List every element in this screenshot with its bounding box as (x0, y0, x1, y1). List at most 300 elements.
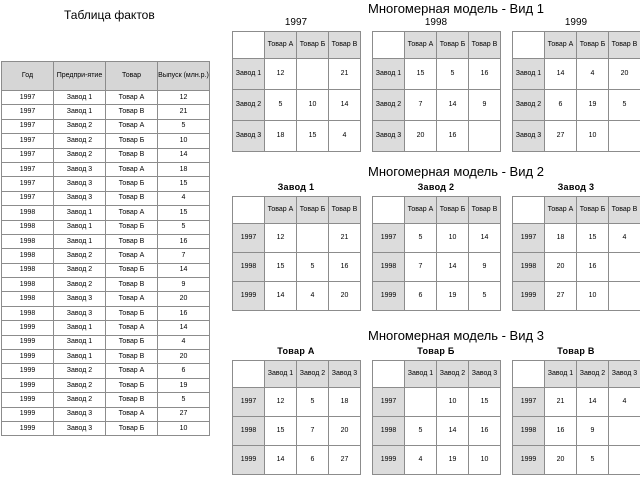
cube-cell: 16 (329, 253, 361, 282)
fact-cell: Товар Б (106, 335, 158, 349)
cube-col-header: Завод 3 (609, 361, 640, 388)
cube-cell: 10 (469, 446, 501, 475)
cube-header-row (233, 32, 361, 59)
fact-cell: Завод 2 (54, 278, 106, 292)
cube-row-header: Завод 2 (373, 90, 405, 121)
fact-cell: Товар Б (106, 306, 158, 320)
cube-corner (373, 32, 405, 59)
fact-cell: 19 (158, 378, 210, 392)
cube-col-header: Товар Б (437, 32, 469, 59)
cube-cell: 14 (437, 253, 469, 282)
cube-col-header: Товар Б (297, 197, 329, 224)
fact-cell: Товар В (106, 234, 158, 248)
cube-cell (609, 121, 640, 152)
cube-col-header: Товар А (265, 197, 297, 224)
cube-caption: Товар А (277, 346, 315, 356)
cube-cell: 4 (329, 121, 361, 152)
cube-cell: 9 (577, 417, 609, 446)
fact-cell: 5 (158, 393, 210, 407)
cube-row-header: Завод 2 (513, 90, 545, 121)
fact-table (1, 61, 210, 436)
cube-cell: 14 (265, 446, 297, 475)
fact-row (2, 421, 210, 435)
cube-row (373, 388, 501, 417)
cube-cell: 14 (329, 90, 361, 121)
cube-row-header: 1999 (373, 282, 405, 311)
cube-caption: Завод 2 (417, 182, 455, 192)
cube-row (233, 59, 361, 90)
fact-cell: 1998 (2, 306, 54, 320)
cube-cell: 5 (297, 253, 329, 282)
cube-cell: 18 (265, 121, 297, 152)
fact-row (2, 105, 210, 119)
fact-cell: Завод 3 (54, 292, 106, 306)
cube-cell: 10 (577, 282, 609, 311)
cube-cell: 21 (329, 224, 361, 253)
cube-row (513, 417, 640, 446)
fact-row (2, 148, 210, 162)
cube-row (513, 121, 640, 152)
cube-row-header: Завод 2 (233, 90, 265, 121)
cube-row-header: 1998 (233, 417, 265, 446)
cube-col-header: Завод 2 (297, 361, 329, 388)
fact-cell: 1999 (2, 350, 54, 364)
cube-corner (233, 361, 265, 388)
fact-cell: 1999 (2, 335, 54, 349)
fact-cell: 10 (158, 134, 210, 148)
fact-cell: Завод 1 (54, 105, 106, 119)
fact-cell: 15 (158, 206, 210, 220)
cube-cell: 14 (469, 224, 501, 253)
fact-cell: Товар В (106, 350, 158, 364)
cube-cell (297, 224, 329, 253)
cube-cell: 21 (545, 388, 577, 417)
cube-row-header: 1997 (513, 224, 545, 253)
fact-cell: 1999 (2, 393, 54, 407)
cube-col-header: Товар В (329, 32, 361, 59)
cube-row (373, 90, 501, 121)
cube-row-header: 1998 (373, 417, 405, 446)
fact-cell: Товар А (106, 407, 158, 421)
fact-cell: 1998 (2, 278, 54, 292)
fact-cell: 1999 (2, 321, 54, 335)
cube-row (233, 90, 361, 121)
cube-table (232, 196, 361, 311)
fact-cell: 14 (158, 263, 210, 277)
cube-cell: 16 (469, 59, 501, 90)
cube-col-header: Товар В (329, 197, 361, 224)
cube-cell: 12 (265, 224, 297, 253)
fact-cell: Завод 2 (54, 378, 106, 392)
cube-row (233, 224, 361, 253)
cube-row (513, 59, 640, 90)
fact-cell: Товар В (106, 105, 158, 119)
fact-header-cell: Товар (106, 62, 158, 91)
cube-cell: 20 (405, 121, 437, 152)
fact-row (2, 407, 210, 421)
cube-cell: 10 (577, 121, 609, 152)
cube-corner (513, 32, 545, 59)
fact-cell: 1997 (2, 191, 54, 205)
cube-corner (513, 361, 545, 388)
cube-row (513, 282, 640, 311)
cube-corner (233, 197, 265, 224)
fact-cell: Завод 2 (54, 134, 106, 148)
cube-row-header: Завод 3 (233, 121, 265, 152)
cube-cell: 16 (545, 417, 577, 446)
cube-table (232, 31, 361, 152)
cube-row (373, 282, 501, 311)
cube-row-header: Завод 1 (233, 59, 265, 90)
cube-cell: 9 (469, 90, 501, 121)
cube-cell (609, 253, 640, 282)
fact-cell: Товар Б (106, 134, 158, 148)
fact-cell: 12 (158, 91, 210, 105)
fact-cell: 1998 (2, 234, 54, 248)
cube-cell: 19 (437, 282, 469, 311)
cube-cell: 14 (265, 282, 297, 311)
cube-cell: 5 (405, 224, 437, 253)
fact-cell: Товар А (106, 364, 158, 378)
fact-cell: 20 (158, 292, 210, 306)
cube-row (513, 446, 640, 475)
cube-cell: 20 (545, 253, 577, 282)
fact-cell: Завод 2 (54, 263, 106, 277)
cube-table (372, 31, 501, 152)
cube-cell: 6 (405, 282, 437, 311)
view-title: Многомерная модель - Вид 1 (368, 1, 544, 16)
cube-cell: 16 (437, 121, 469, 152)
fact-cell: 14 (158, 321, 210, 335)
fact-cell: Завод 3 (54, 177, 106, 191)
fact-cell: Товар Б (106, 378, 158, 392)
fact-cell: Товар В (106, 393, 158, 407)
cube-cell: 14 (577, 388, 609, 417)
cube-cell: 10 (437, 224, 469, 253)
cube-cell: 20 (545, 446, 577, 475)
cube-row (373, 224, 501, 253)
fact-row (2, 263, 210, 277)
cube-row (233, 446, 361, 475)
cube-cell: 27 (545, 121, 577, 152)
cube-cell: 27 (545, 282, 577, 311)
cube-header-row (513, 32, 640, 59)
fact-cell: Товар А (106, 91, 158, 105)
cube-cell: 14 (437, 90, 469, 121)
cube-col-header: Завод 2 (437, 361, 469, 388)
cube-col-header: Товар А (545, 32, 577, 59)
cube-col-header: Товар В (469, 32, 501, 59)
fact-cell: Товар А (106, 119, 158, 133)
cube-cell: 7 (405, 90, 437, 121)
fact-cell: 1999 (2, 364, 54, 378)
fact-row (2, 350, 210, 364)
cube-row (373, 253, 501, 282)
cube-row (373, 446, 501, 475)
fact-cell: 9 (158, 278, 210, 292)
fact-cell: Товар В (106, 148, 158, 162)
cube-row-header: 1997 (233, 224, 265, 253)
cube-row-header: Завод 1 (513, 59, 545, 90)
cube-cell: 5 (609, 90, 640, 121)
fact-cell: Товар Б (106, 421, 158, 435)
fact-cell: 1997 (2, 91, 54, 105)
cube-row-header: 1997 (373, 224, 405, 253)
cube-col-header: Завод 3 (329, 361, 361, 388)
fact-row (2, 220, 210, 234)
fact-cell: Товар А (106, 249, 158, 263)
fact-cell: 4 (158, 335, 210, 349)
fact-cell: Товар Б (106, 177, 158, 191)
cube-cell (609, 282, 640, 311)
cube-row-header: 1999 (513, 282, 545, 311)
cube-header-row (373, 197, 501, 224)
cube-col-header: Товар Б (577, 197, 609, 224)
cube-cell: 7 (405, 253, 437, 282)
cube-header-row (373, 361, 501, 388)
cube-col-header: Товар Б (437, 197, 469, 224)
cube-cell: 4 (577, 59, 609, 90)
cube-cell: 15 (577, 224, 609, 253)
fact-row (2, 162, 210, 176)
cube-row-header: 1998 (513, 417, 545, 446)
fact-table-header-row (2, 62, 210, 91)
fact-cell: 10 (158, 421, 210, 435)
cube-cell: 16 (469, 417, 501, 446)
cube-cell: 20 (329, 417, 361, 446)
cube-cell: 10 (297, 90, 329, 121)
cube-col-header: Товар Б (577, 32, 609, 59)
cube-cell: 7 (297, 417, 329, 446)
cube-cell: 5 (577, 446, 609, 475)
cube-cell: 18 (329, 388, 361, 417)
cube-col-header: Товар А (405, 32, 437, 59)
cube-corner (373, 361, 405, 388)
fact-cell: 1998 (2, 249, 54, 263)
fact-row (2, 364, 210, 378)
cube-cell: 20 (609, 59, 640, 90)
cube-caption: Товар Б (417, 346, 455, 356)
cube-cell: 4 (405, 446, 437, 475)
cube-cell: 5 (265, 90, 297, 121)
fact-row (2, 206, 210, 220)
cube-row-header: 1997 (233, 388, 265, 417)
fact-row (2, 177, 210, 191)
fact-cell: 14 (158, 148, 210, 162)
cube-cell (405, 388, 437, 417)
fact-cell: Завод 3 (54, 407, 106, 421)
fact-cell: Завод 1 (54, 321, 106, 335)
cube-corner (233, 32, 265, 59)
fact-cell: 1998 (2, 220, 54, 234)
cube-row (233, 388, 361, 417)
fact-cell: Завод 1 (54, 206, 106, 220)
cube-row (373, 121, 501, 152)
cube-row (233, 121, 361, 152)
fact-cell: 1999 (2, 407, 54, 421)
fact-cell: Товар Б (106, 220, 158, 234)
fact-cell: Товар А (106, 321, 158, 335)
cube-cell: 27 (329, 446, 361, 475)
fact-cell: 5 (158, 119, 210, 133)
cube-col-header: Товар В (469, 197, 501, 224)
fact-row (2, 191, 210, 205)
fact-cell: 1999 (2, 421, 54, 435)
cube-corner (373, 197, 405, 224)
view-title: Многомерная модель - Вид 2 (368, 164, 544, 179)
fact-cell: Завод 1 (54, 220, 106, 234)
fact-cell: 1998 (2, 263, 54, 277)
fact-cell: 1997 (2, 119, 54, 133)
cube-row-header: 1998 (373, 253, 405, 282)
fact-cell: Завод 3 (54, 162, 106, 176)
cube-cell: 15 (265, 253, 297, 282)
fact-cell: Товар А (106, 162, 158, 176)
fact-row (2, 249, 210, 263)
cube-row (513, 90, 640, 121)
cube-table (512, 31, 640, 152)
fact-row (2, 91, 210, 105)
cube-cell: 15 (405, 59, 437, 90)
cube-cell (609, 446, 640, 475)
cube-cell: 14 (437, 417, 469, 446)
cube-caption: 1999 (564, 17, 588, 28)
cube-col-header: Товар В (609, 197, 640, 224)
cube-cell (609, 417, 640, 446)
fact-row (2, 393, 210, 407)
cube-table (372, 196, 501, 311)
cube-row (233, 282, 361, 311)
fact-cell: Товар А (106, 206, 158, 220)
fact-cell: 21 (158, 105, 210, 119)
cube-cell: 5 (405, 417, 437, 446)
fact-cell: 16 (158, 234, 210, 248)
cube-col-header: Товар Б (297, 32, 329, 59)
cube-row (373, 59, 501, 90)
fact-cell: 5 (158, 220, 210, 234)
fact-cell: 16 (158, 306, 210, 320)
cube-cell: 6 (545, 90, 577, 121)
cube-cell: 12 (265, 388, 297, 417)
fact-cell: 1997 (2, 105, 54, 119)
cube-cell: 4 (609, 224, 640, 253)
cube-header-row (513, 197, 640, 224)
cube-caption: Товар В (557, 346, 595, 356)
cube-caption: 1997 (284, 17, 308, 28)
fact-cell: Товар В (106, 278, 158, 292)
fact-cell: 1997 (2, 148, 54, 162)
cube-row-header: 1997 (513, 388, 545, 417)
cube-col-header: Товар А (405, 197, 437, 224)
cube-row-header: 1999 (373, 446, 405, 475)
cube-col-header: Товар А (545, 197, 577, 224)
cube-col-header: Товар В (609, 32, 640, 59)
fact-row (2, 119, 210, 133)
cube-row (513, 224, 640, 253)
cube-cell: 16 (577, 253, 609, 282)
fact-cell: 1998 (2, 206, 54, 220)
cube-cell: 9 (469, 253, 501, 282)
cube-cell: 15 (297, 121, 329, 152)
fact-row (2, 292, 210, 306)
cube-col-header: Завод 1 (405, 361, 437, 388)
fact-cell: Завод 3 (54, 191, 106, 205)
fact-cell: Завод 1 (54, 234, 106, 248)
fact-row (2, 335, 210, 349)
cube-row (373, 417, 501, 446)
cube-cell: 18 (545, 224, 577, 253)
cube-cell: 4 (297, 282, 329, 311)
fact-cell: Завод 2 (54, 119, 106, 133)
fact-row (2, 321, 210, 335)
fact-row (2, 378, 210, 392)
cube-col-header: Товар А (265, 32, 297, 59)
cube-header-row (373, 32, 501, 59)
cube-caption: Завод 1 (277, 182, 315, 192)
fact-cell: 18 (158, 162, 210, 176)
fact-cell: 1998 (2, 292, 54, 306)
fact-cell: 1997 (2, 162, 54, 176)
fact-row (2, 134, 210, 148)
cube-cell: 19 (437, 446, 469, 475)
fact-cell: Товар Б (106, 263, 158, 277)
cube-cell: 20 (329, 282, 361, 311)
cube-col-header: Завод 3 (469, 361, 501, 388)
cube-cell: 12 (265, 59, 297, 90)
cube-table (372, 360, 501, 475)
cube-row (513, 253, 640, 282)
fact-cell: 1997 (2, 134, 54, 148)
cube-cell: 19 (577, 90, 609, 121)
fact-cell: 27 (158, 407, 210, 421)
fact-cell: Завод 2 (54, 393, 106, 407)
fact-cell: 1999 (2, 378, 54, 392)
cube-header-row (233, 361, 361, 388)
fact-cell: Завод 3 (54, 306, 106, 320)
cube-cell: 21 (329, 59, 361, 90)
fact-header-cell: Предпри-ятие (54, 62, 106, 91)
cube-header-row (233, 197, 361, 224)
cube-cell: 5 (297, 388, 329, 417)
cube-row-header: Завод 1 (373, 59, 405, 90)
cube-table (512, 196, 640, 311)
cube-cell: 10 (437, 388, 469, 417)
cube-cell: 14 (545, 59, 577, 90)
cube-cell: 15 (265, 417, 297, 446)
cube-cell (297, 59, 329, 90)
cube-cell: 5 (469, 282, 501, 311)
fact-row (2, 234, 210, 248)
cube-caption: Завод 3 (557, 182, 595, 192)
fact-table-title: Таблица фактов (64, 8, 155, 22)
fact-cell: Завод 1 (54, 335, 106, 349)
fact-row (2, 278, 210, 292)
cube-cell: 5 (437, 59, 469, 90)
fact-header-cell: Год (2, 62, 54, 91)
cube-row-header: Завод 3 (373, 121, 405, 152)
fact-cell: Завод 1 (54, 91, 106, 105)
cube-corner (513, 197, 545, 224)
fact-cell: 15 (158, 177, 210, 191)
cube-row-header: 1999 (233, 282, 265, 311)
cube-cell: 15 (469, 388, 501, 417)
cube-row-header: 1999 (233, 446, 265, 475)
cube-row-header: 1998 (233, 253, 265, 282)
fact-cell: Товар В (106, 191, 158, 205)
cube-row-header: 1997 (373, 388, 405, 417)
cube-row-header: 1999 (513, 446, 545, 475)
cube-row (513, 388, 640, 417)
